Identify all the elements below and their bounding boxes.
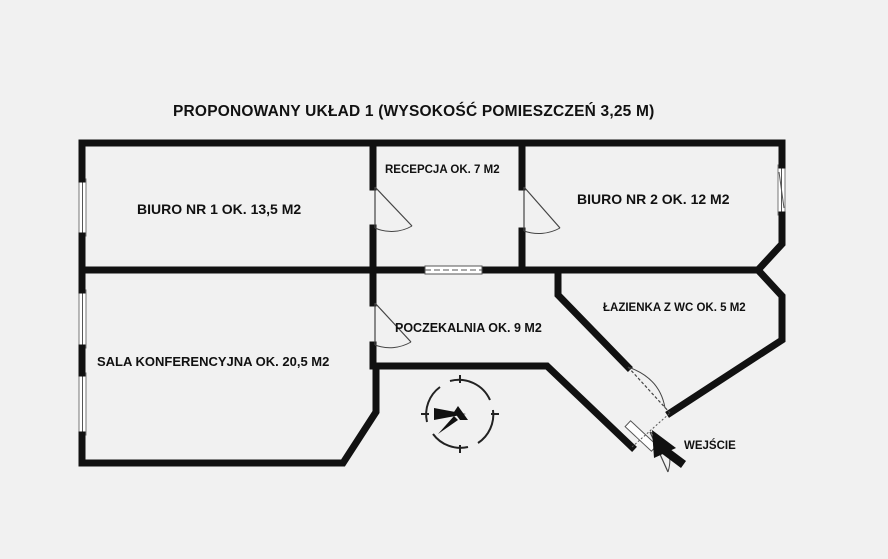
room-label-biuro2: BIURO NR 2 OK. 12 M2 bbox=[577, 191, 730, 207]
window-right bbox=[778, 165, 785, 215]
door-lazienka[interactable] bbox=[628, 367, 670, 413]
room-label-recepcja: RECEPCJA OK. 7 M2 bbox=[385, 164, 500, 176]
entrance-label: WEJŚCIE bbox=[684, 440, 736, 452]
passage-opening bbox=[425, 266, 482, 274]
door-biuro1[interactable] bbox=[375, 187, 412, 231]
door-biuro2[interactable] bbox=[524, 187, 560, 234]
room-label-biuro1: BIURO NR 1 OK. 13,5 M2 bbox=[137, 201, 302, 217]
windows-left bbox=[79, 179, 86, 435]
room-label-lazienka: ŁAZIENKA Z WC OK. 5 M2 bbox=[603, 302, 746, 314]
entrance-arrow-icon bbox=[652, 430, 686, 468]
room-label-sala: SALA KONFERENCYJNA OK. 20,5 M2 bbox=[97, 354, 330, 369]
compass-icon bbox=[421, 375, 499, 453]
plan-title: PROPONOWANY UKŁAD 1 (WYSOKOŚĆ POMIESZCZEŃ 3,25 M) bbox=[173, 103, 655, 120]
room-label-poczekalnia: POCZEKALNIA OK. 9 M2 bbox=[395, 321, 542, 335]
